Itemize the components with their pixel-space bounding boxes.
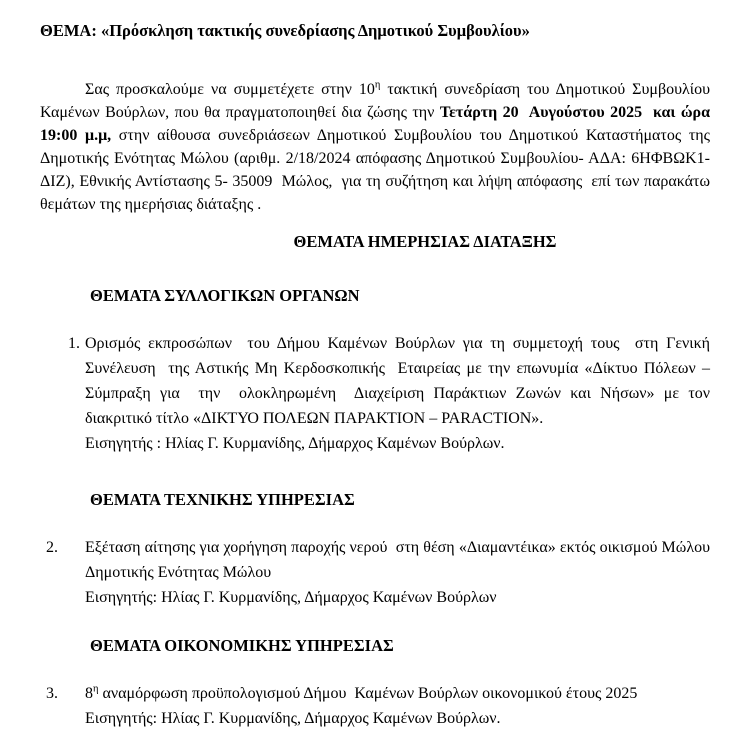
- item-text: Ορισμός εκπροσώπων του Δήμου Καμένων Βούρλων για τη συμμετοχή τους στη Γενική Συνέλευση της Αστικής Μη Κερδοσκοπικής Εταιρείας με την επωνυμία «Δίκτυο Πόλεων – Σύμπραξη για την ολοκληρωμένη Διαχείριση Παράκτιων Ζωνών και Νήσων» με τον διακριτικό τίτλο «ΔΙΚΤΥΟ ΠΟΛΕΩΝ ΠΑΡΑΚΤΙΟΝ – PARACTION».: [85, 335, 714, 427]
- item-rapporteur: Εισηγητής: Ηλίας Γ. Κυρμανίδης, Δήμαρχος Καμένων Βούρλων: [85, 589, 497, 606]
- ordinal-superscript: η: [93, 683, 99, 695]
- item-rapporteur: Εισηγητής: Ηλίας Γ. Κυρμανίδης, Δήμαρχος Καμένων Βούρλων.: [85, 710, 501, 727]
- meeting-datetime: Τετάρτη 20 Αυγούστου 2025 και ώρα 19:00 μ.μ,: [40, 104, 715, 144]
- item-number: 1.: [68, 335, 80, 352]
- subject-text: «Πρόσκληση τακτικής συνεδρίασης Δημοτικού Συμβουλίου»: [100, 21, 530, 40]
- agenda-heading: ΘΕΜΑΤΑ ΗΜΕΡΗΣΙΑΣ ΔΙΑΤΑΞΗΣ: [293, 232, 557, 251]
- section-heading-technical-service: ΘΕΜΑΤΑ ΤΕΧΝΙΚΗΣ ΥΠΗΡΕΣΙΑΣ: [90, 490, 355, 509]
- intro-before-bold: τακτική συνεδρίαση του Δημοτικού Συμβουλίου Καμένων Βούρλων, που θα πραγματοποιηθεί δια ζώσης την: [40, 81, 715, 121]
- subject-line: [40, 20, 710, 42]
- section-heading-collective-bodies: ΘΕΜΑΤΑ ΣΥΛΛΟΓΙΚΩΝ ΟΡΓΑΝΩΝ: [90, 286, 360, 305]
- agenda-item-1: [40, 331, 714, 456]
- ordinal-superscript: η: [374, 79, 381, 91]
- item-text-prefix: 8: [85, 685, 93, 702]
- intro-paragraph: [40, 78, 715, 216]
- item-text: Εξέταση αίτησης για χορήγηση παροχής νερού στη θέση «Διαμαντέικα» εκτός οικισμού Μώλου Δημοτικής Ενότητας Μώλου: [85, 539, 714, 581]
- item-body: [85, 535, 714, 610]
- item-body: [85, 331, 714, 456]
- intro-after-bold: στην αίθουσα συνεδριάσεων Δημοτικού Συμβουλίου του Δημοτικού Καταστήματος της Δημοτικής Ενότητας Μώλου (αριθμ. 2/18/2024 απόφασης Δημοτικού Συμβουλίου- ΑΔΑ: 6ΗΦΒΩΚ1-ΔΙΖ), Εθνικής Αντίστασης 5- 35009 Μώλος, για τη συζήτηση και λήψη απόφασης επί των παρακάτω θεμάτων της ημερήσιας διάταξης .: [40, 127, 714, 213]
- subject-label: ΘΕΜΑ:: [40, 21, 101, 40]
- item-text: [85, 681, 710, 706]
- intro-lead: Σας προσκαλούμε να συμμετέχετε στην 10: [85, 81, 375, 98]
- section-heading-financial-service: ΘΕΜΑΤΑ ΟΙΚΟΝΟΜΙΚΗΣ ΥΠΗΡΕΣΙΑΣ: [90, 636, 394, 655]
- item-number: 3.: [46, 685, 58, 702]
- item-number: 2.: [46, 539, 58, 556]
- agenda-item-3: [40, 681, 710, 731]
- item-rapporteur: Εισηγητής : Ηλίας Γ. Κυρμανίδης, Δήμαρχος Καμένων Βούρλων.: [85, 435, 505, 452]
- agenda-item-2: [40, 535, 714, 610]
- item-body: [85, 681, 710, 731]
- item-text-rest: αναμόρφωση προϋπολογισμού Δήμου Καμένων Βούρλων οικονομικού έτους 2025: [98, 685, 638, 702]
